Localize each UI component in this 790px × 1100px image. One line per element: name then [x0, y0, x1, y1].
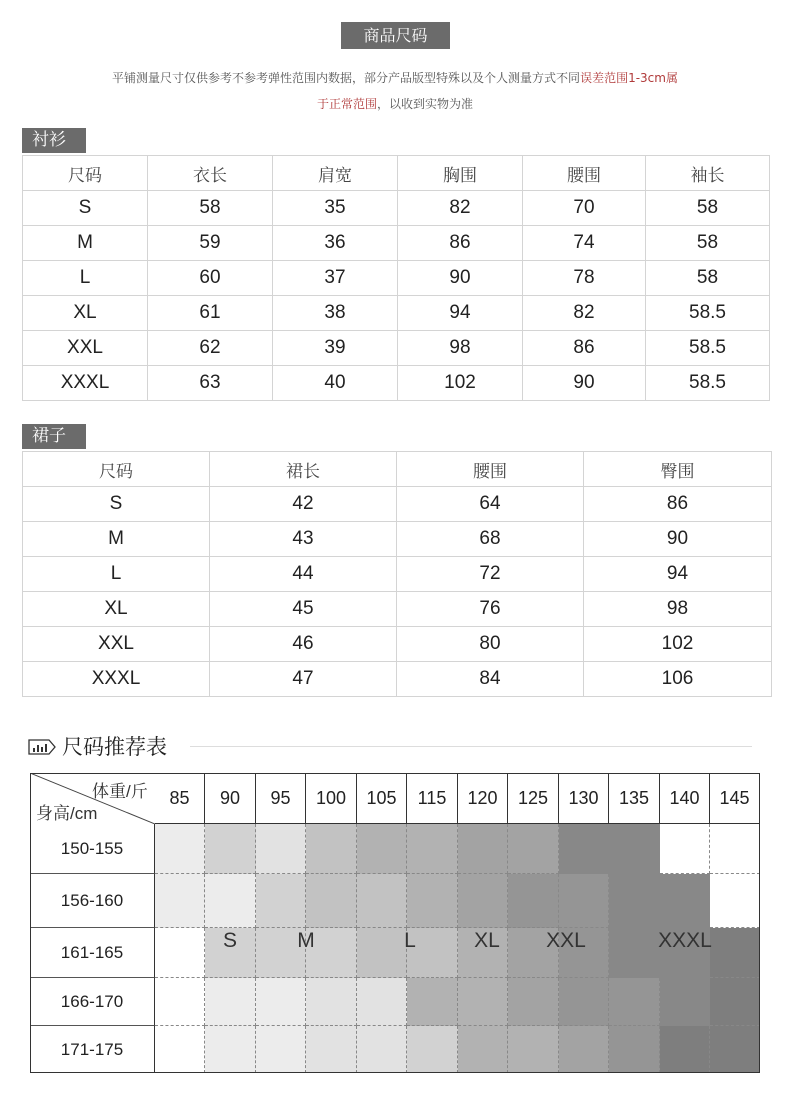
table-cell: 58.5: [646, 296, 770, 331]
table-cell: 86: [584, 487, 772, 522]
shade-cell: [660, 874, 710, 928]
shade-cell: [559, 1026, 609, 1073]
shade-cell: [155, 1026, 205, 1073]
size-recommend-grid: [30, 773, 760, 1073]
shade-cell: [660, 824, 710, 874]
table-cell: M: [23, 522, 210, 557]
shade-cell: [205, 1026, 256, 1073]
shade-cell: [508, 1026, 559, 1073]
note-line-1: [0, 70, 790, 86]
table-cell: 58.5: [646, 331, 770, 366]
weight-header-cell: 115: [407, 773, 458, 824]
table-cell: 106: [584, 662, 772, 697]
table-cell: XXL: [23, 331, 148, 366]
column-header: 袖长: [646, 156, 770, 191]
shirt-tag: 衬衫: [22, 128, 86, 153]
table-cell: 98: [584, 592, 772, 627]
column-header: 尺码: [23, 452, 210, 487]
shade-cell: [508, 824, 559, 874]
weight-header-cell: 125: [508, 773, 559, 824]
shade-cell: [357, 928, 407, 978]
weight-header-cell: 120: [458, 773, 508, 824]
shade-cell: [508, 978, 559, 1026]
table-row: [23, 522, 772, 557]
table-cell: 60: [148, 261, 273, 296]
shade-cell: [407, 1026, 458, 1073]
shade-cell: [256, 1026, 306, 1073]
weight-header-cell: 130: [559, 773, 609, 824]
table-cell: 59: [148, 226, 273, 261]
table-cell: 43: [210, 522, 397, 557]
table-row: [23, 592, 772, 627]
table-cell: 86: [398, 226, 523, 261]
table-row: [23, 331, 770, 366]
shade-cell: [306, 874, 357, 928]
weight-header-cell: 95: [256, 773, 306, 824]
table-cell: L: [23, 261, 148, 296]
table-cell: 44: [210, 557, 397, 592]
column-header: 衣长: [148, 156, 273, 191]
note-line-2: [0, 96, 790, 112]
chart-icon: [28, 739, 56, 755]
shade-cell: [508, 874, 559, 928]
shade-cell: [256, 874, 306, 928]
shade-cell: [205, 874, 256, 928]
table-header-row: [23, 452, 772, 487]
weight-header-cell: 85: [155, 773, 205, 824]
table-cell: 82: [398, 191, 523, 226]
shade-cell: [357, 874, 407, 928]
shade-cell: [306, 824, 357, 874]
table-row: [23, 226, 770, 261]
shade-cell: [407, 978, 458, 1026]
table-cell: 74: [523, 226, 646, 261]
shade-cell: [660, 978, 710, 1026]
column-header: 臀围: [584, 452, 772, 487]
table-cell: S: [23, 487, 210, 522]
height-header-cell: 166-170: [30, 978, 155, 1026]
shade-cell: [155, 874, 205, 928]
table-cell: 94: [584, 557, 772, 592]
table-cell: 84: [397, 662, 584, 697]
shade-cell: [559, 978, 609, 1026]
weight-header-cell: 90: [205, 773, 256, 824]
shade-cell: [710, 1026, 760, 1073]
shade-cell: [155, 928, 205, 978]
shade-cell: [458, 874, 508, 928]
table-row: [23, 191, 770, 226]
note-text: 平铺测量尺寸仅供参考不参考弹性范围内数据，部分产品版型特殊以及个人测量方式不同: [112, 71, 581, 85]
weight-header-cell: 140: [660, 773, 710, 824]
table-cell: S: [23, 191, 148, 226]
shade-cell: [357, 978, 407, 1026]
shade-cell: [357, 1026, 407, 1073]
shade-cell: [710, 928, 760, 978]
table-cell: 36: [273, 226, 398, 261]
table-cell: 90: [584, 522, 772, 557]
shade-cell: [407, 824, 458, 874]
table-cell: XL: [23, 592, 210, 627]
table-cell: XL: [23, 296, 148, 331]
table-cell: 80: [397, 627, 584, 662]
table-cell: 39: [273, 331, 398, 366]
table-cell: 45: [210, 592, 397, 627]
table-cell: 35: [273, 191, 398, 226]
table-cell: 40: [273, 366, 398, 401]
table-row: [23, 627, 772, 662]
table-cell: 61: [148, 296, 273, 331]
height-header-cell: 156-160: [30, 874, 155, 928]
table-cell: 90: [398, 261, 523, 296]
table-cell: 70: [523, 191, 646, 226]
table-cell: 38: [273, 296, 398, 331]
table-cell: 102: [398, 366, 523, 401]
shade-cell: [256, 978, 306, 1026]
column-header: 肩宽: [273, 156, 398, 191]
page-title: 商品尺码: [341, 22, 450, 49]
size-label: XL: [474, 929, 500, 952]
table-row: [23, 261, 770, 296]
table-cell: M: [23, 226, 148, 261]
table-cell: 98: [398, 331, 523, 366]
shade-cell: [609, 978, 660, 1026]
table-row: [23, 296, 770, 331]
shirt-size-table: [22, 155, 770, 401]
weight-header-cell: 100: [306, 773, 357, 824]
shade-cell: [710, 978, 760, 1026]
note-text: ，以收到实物为准: [377, 97, 474, 111]
table-row: [23, 366, 770, 401]
table-cell: 102: [584, 627, 772, 662]
table-cell: 64: [397, 487, 584, 522]
table-cell: 58: [646, 191, 770, 226]
table-cell: 37: [273, 261, 398, 296]
shade-cell: [559, 824, 609, 874]
column-header: 胸围: [398, 156, 523, 191]
table-cell: 82: [523, 296, 646, 331]
shade-cell: [407, 874, 458, 928]
table-cell: L: [23, 557, 210, 592]
recommend-title-text: 尺码推荐表: [62, 735, 167, 759]
table-cell: 63: [148, 366, 273, 401]
title-divider: [190, 746, 752, 747]
table-cell: 58: [646, 226, 770, 261]
note-highlight: 于正常范围: [316, 97, 377, 111]
shade-cell: [155, 824, 205, 874]
column-header: 裙长: [210, 452, 397, 487]
table-cell: 76: [397, 592, 584, 627]
shade-cell: [609, 874, 660, 928]
skirt-size-table: [22, 451, 772, 697]
table-cell: 58: [646, 261, 770, 296]
size-label: XXL: [546, 929, 586, 952]
shade-cell: [710, 874, 760, 928]
height-header-cell: 171-175: [30, 1026, 155, 1073]
size-label: S: [222, 929, 238, 952]
column-header: 尺码: [23, 156, 148, 191]
table-row: [23, 557, 772, 592]
weight-axis-label: 体重/斤: [92, 782, 148, 801]
skirt-tag: 裙子: [22, 424, 86, 449]
weight-header-cell: 135: [609, 773, 660, 824]
shade-cell: [306, 978, 357, 1026]
table-cell: XXL: [23, 627, 210, 662]
shade-cell: [205, 824, 256, 874]
table-cell: 72: [397, 557, 584, 592]
table-row: [23, 487, 772, 522]
height-header-cell: 161-165: [30, 928, 155, 978]
shade-cell: [559, 874, 609, 928]
table-cell: 86: [523, 331, 646, 366]
table-cell: 90: [523, 366, 646, 401]
table-cell: XXXL: [23, 662, 210, 697]
table-cell: 94: [398, 296, 523, 331]
table-cell: 58.5: [646, 366, 770, 401]
table-cell: 68: [397, 522, 584, 557]
shade-cell: [609, 824, 660, 874]
size-label: XXXL: [658, 929, 712, 952]
table-cell: 47: [210, 662, 397, 697]
table-cell: 78: [523, 261, 646, 296]
table-header-row: [23, 156, 770, 191]
height-header-cell: 150-155: [30, 824, 155, 874]
table-cell: 62: [148, 331, 273, 366]
shade-cell: [710, 824, 760, 874]
shade-cell: [458, 824, 508, 874]
height-axis-label: 身高/cm: [36, 804, 98, 823]
shade-cell: [205, 978, 256, 1026]
weight-header-cell: 145: [710, 773, 760, 824]
shade-cell: [609, 928, 660, 978]
shade-cell: [458, 978, 508, 1026]
weight-header-cell: 105: [357, 773, 407, 824]
table-cell: 58: [148, 191, 273, 226]
shade-cell: [609, 1026, 660, 1073]
note-highlight: 误差范围1-3cm属: [580, 71, 678, 85]
shade-cell: [357, 824, 407, 874]
shade-cell: [660, 1026, 710, 1073]
size-label: M: [297, 929, 315, 952]
column-header: 腰围: [397, 452, 584, 487]
shade-cell: [458, 1026, 508, 1073]
table-cell: 46: [210, 627, 397, 662]
shade-cell: [306, 1026, 357, 1073]
size-label: L: [404, 929, 416, 952]
shade-cell: [256, 824, 306, 874]
shade-cell: [155, 978, 205, 1026]
table-row: [23, 662, 772, 697]
table-cell: XXXL: [23, 366, 148, 401]
column-header: 腰围: [523, 156, 646, 191]
table-cell: 42: [210, 487, 397, 522]
